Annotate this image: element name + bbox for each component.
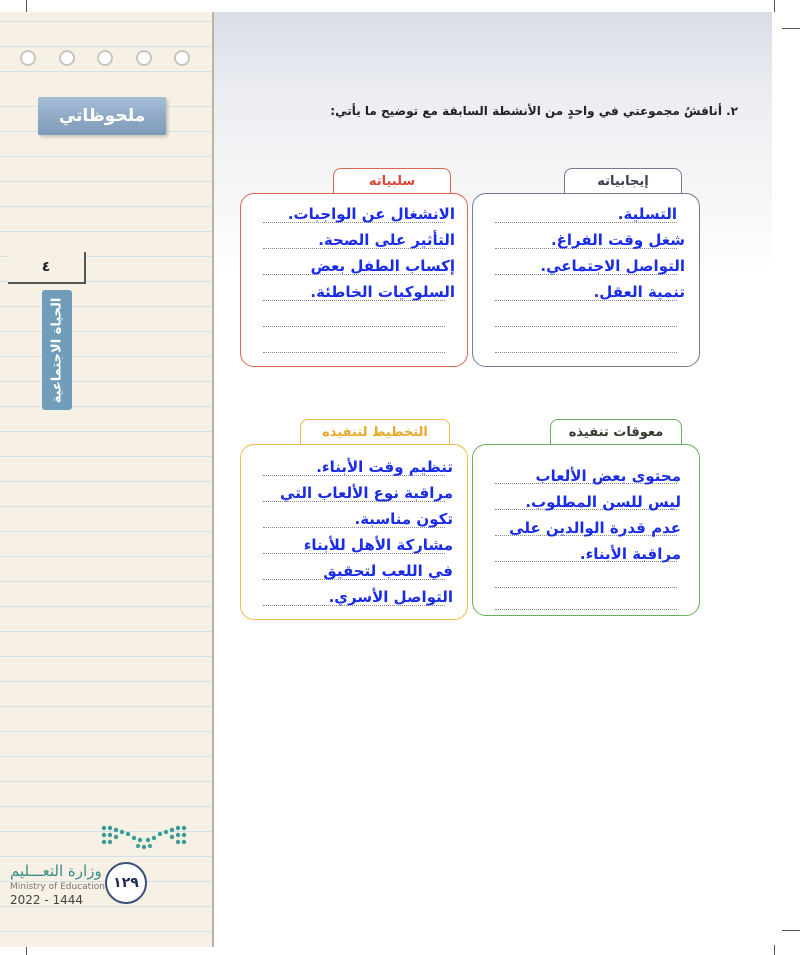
answer-text: تكون مناسبة. (354, 510, 453, 528)
crop-mark (774, 0, 775, 12)
crop-mark (774, 945, 775, 955)
positives-box (472, 193, 700, 367)
answer-text: تنظيم وقت الأبناء. (316, 458, 453, 476)
obstacles-box (472, 444, 700, 616)
binder-hole (136, 50, 152, 66)
obstacles-title: معوقات تنفيذه (550, 419, 682, 445)
answer-line (263, 326, 445, 327)
answer-text: السلوكيات الخاطئة. (310, 283, 455, 301)
answer-text: التسلية. (617, 205, 677, 223)
binder-hole (20, 50, 36, 66)
notes-title: ملحوظاتي (38, 97, 166, 135)
crop-mark (782, 930, 800, 931)
answer-text: في اللعب لتحقيق (323, 562, 453, 580)
answer-text: محتوى بعض الألعاب (535, 467, 681, 485)
answer-line (495, 609, 677, 610)
unit-name: الحياة الاجتماعية (49, 297, 65, 403)
answer-text: عدم قدرة الوالدين على (509, 519, 681, 537)
negatives-title: سلبياته (333, 168, 451, 194)
answer-text: مراقبة الأبناء. (579, 545, 681, 563)
binder-hole (59, 50, 75, 66)
answer-line (495, 352, 677, 353)
answer-line (495, 326, 677, 327)
answer-text: إكساب الطفل بعض (310, 257, 455, 275)
answer-line (263, 352, 445, 353)
answer-text: مشاركة الأهل للأبناء (303, 536, 453, 554)
crop-mark (26, 0, 27, 12)
ministry-name-ar: وزارة التعـــليم (10, 862, 102, 880)
crop-mark (782, 28, 800, 29)
binder-holes (20, 50, 190, 66)
answer-text: تنمية العقل. (593, 283, 685, 301)
answer-text: الانشغال عن الواجبات. (287, 205, 455, 223)
page-number: ١٢٩ (105, 862, 147, 904)
planning-title: التخطيط لتنفيذه (300, 419, 450, 445)
ministry-logo-icon (98, 820, 190, 856)
answer-text: شغل وقت الفراغ. (550, 231, 685, 249)
binder-hole (97, 50, 113, 66)
question-text: ٢. أناقشُ مجموعتي في واحدٍ من الأنشطة السابقة مع توضيح ما يأتي: (330, 104, 738, 118)
ministry-name-en: Ministry of Education (10, 882, 105, 892)
unit-number: ٤ (8, 252, 86, 284)
planning-box (240, 444, 468, 620)
binder-hole (174, 50, 190, 66)
negatives-box (240, 193, 468, 367)
edition-year: 2022 - 1444 (10, 893, 84, 907)
answer-text: ليس للسن المطلوب. (525, 493, 681, 511)
unit-name-tab (42, 290, 72, 410)
answer-text: التواصل الأسري. (328, 588, 453, 606)
positives-title: إيجابياته (564, 168, 682, 194)
answer-line (495, 587, 677, 588)
answer-text: التواصل الاجتماعي. (540, 257, 685, 275)
notes-sidebar (0, 12, 214, 947)
answer-text: التأثير على الصحة. (318, 231, 455, 249)
answer-text: مراقبة نوع الألعاب التي (280, 484, 453, 502)
